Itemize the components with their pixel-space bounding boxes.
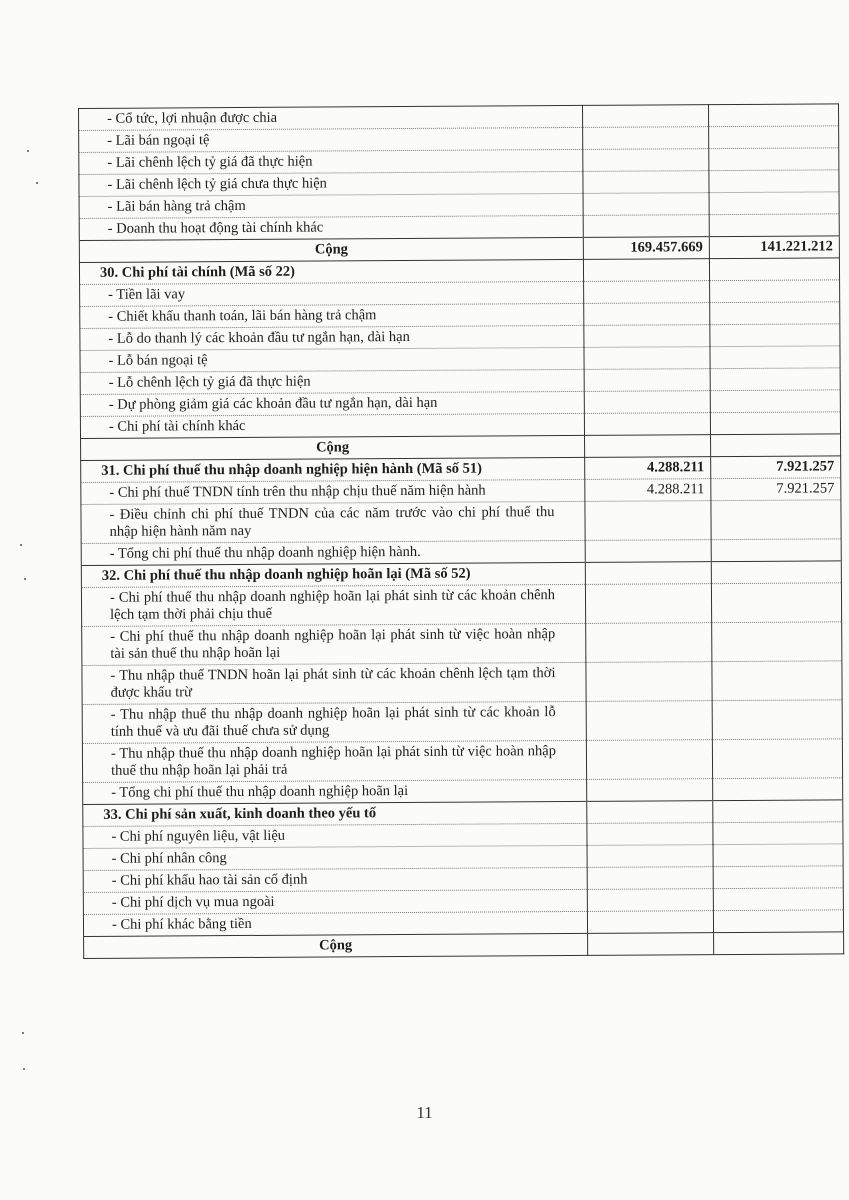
scan-speck xyxy=(36,182,38,184)
row-label: - Doanh thu hoạt động tài chính khác xyxy=(79,215,583,240)
row-current xyxy=(585,501,711,541)
total-previous: 141.221.212 xyxy=(709,236,839,259)
table-row xyxy=(81,583,841,627)
row-label: - Chi phí thuế thu nhập doanh nghiệp hoãn lại phát sinh từ việc hoàn nhập tài sản thuế thu nhập hoãn lại xyxy=(82,623,586,665)
row-label: - Điều chỉnh chi phí thuế TNDN của các năm trước vào chi phí thuế thu nhập hiện hành năm nay xyxy=(81,501,585,543)
row-label: - Chi phí khấu hao tài sản cố định xyxy=(83,867,587,892)
row-label: - Lỗ do thanh lý các khoản đầu tư ngắn hạn, dài hạn xyxy=(80,325,584,350)
row-label: - Thu nhập thuế TNDN hoãn lại phát sinh từ các khoản chênh lệch tạm thời được khấu trừ xyxy=(82,662,586,704)
row-label: - Chi phí thuế thu nhập doanh nghiệp hoãn lại phát sinh từ các khoản chênh lệch tạm thời phải chịu thuế xyxy=(81,584,585,626)
scan-speck xyxy=(24,578,26,580)
notes-table xyxy=(78,103,844,959)
table-row xyxy=(81,500,841,544)
row-label: - Chi phí thuế TNDN tính trên thu nhập chịu thuế năm hiện hành xyxy=(81,479,585,504)
section-31-current: 4.288.211 xyxy=(585,457,711,480)
page-number: 11 xyxy=(416,1103,433,1122)
scan-speck xyxy=(20,544,22,546)
total-current: 169.457.669 xyxy=(583,237,709,260)
row-label: - Lãi chênh lệch tỷ giá chưa thực hiện xyxy=(79,171,583,196)
section-31-previous: 7.921.257 xyxy=(711,456,841,479)
row-previous xyxy=(711,539,841,562)
row-label: - Tiền lãi vay xyxy=(80,281,584,306)
row-label: - Lãi bán ngoại tệ xyxy=(79,127,583,152)
total-row xyxy=(84,932,844,959)
row-label: - Lãi chênh lệch tỷ giá đã thực hiện xyxy=(79,149,583,174)
row-label: - Chi phí tài chính khác xyxy=(80,413,584,438)
financial-notes-table xyxy=(78,103,843,959)
row-label: - Chi phí dịch vụ mua ngoài xyxy=(83,889,587,914)
scan-speck xyxy=(27,150,29,152)
table-row xyxy=(82,661,842,705)
scan-speck xyxy=(22,1032,24,1034)
row-label: - Cổ tức, lợi nhuận được chia xyxy=(79,105,583,130)
total-label: Cộng xyxy=(81,435,585,460)
section-30-title: 30. Chi phí tài chính (Mã số 22) xyxy=(79,259,583,284)
total-label: Cộng xyxy=(79,237,583,262)
row-label: - Dự phòng giảm giá các khoản đầu tư ngắn hạn, dài hạn xyxy=(80,391,584,416)
total-label: Cộng xyxy=(84,933,588,958)
table-row xyxy=(82,739,842,783)
row-label: - Lỗ chênh lệch tỷ giá đã thực hiện xyxy=(80,369,584,394)
row-label: - Lãi bán hàng trả chậm xyxy=(79,193,583,218)
row-current xyxy=(585,540,711,563)
row-label: - Chi phí nguyên liệu, vật liệu xyxy=(83,823,587,848)
row-label: - Lỗ bán ngoại tệ xyxy=(80,347,584,372)
row-label: - Tổng chi phí thuế thu nhập doanh nghiệp hoãn lại xyxy=(83,779,587,804)
section-31-title: 31. Chi phí thuế thu nhập doanh nghiệp hiện hành (Mã số 51) xyxy=(81,457,585,482)
row-label: - Chi phí khác bằng tiền xyxy=(83,911,587,936)
row-label: - Thu nhập thuế thu nhập doanh nghiệp hoãn lại phát sinh từ các khoản lỗ tính thuế và ưu đãi thuế chưa sử dụng xyxy=(82,701,586,743)
table-row xyxy=(82,700,842,744)
table-row xyxy=(82,622,842,666)
section-33-title: 33. Chi phí sản xuất, kinh doanh theo yếu tố xyxy=(83,801,587,826)
row-previous: 7.921.257 xyxy=(711,478,841,501)
row-label: - Chi phí nhân công xyxy=(83,845,587,870)
scan-speck xyxy=(23,1068,25,1070)
row-label: - Chiết khấu thanh toán, lãi bán hàng trả chậm xyxy=(80,303,584,328)
row-label: - Tổng chi phí thuế thu nhập doanh nghiệp hiện hành. xyxy=(81,540,585,565)
row-label: - Thu nhập thuế thu nhập doanh nghiệp hoãn lại phát sinh từ việc hoàn nhập thuế thu nhập hoãn lại phải trả xyxy=(82,740,586,782)
section-32-title: 32. Chi phí thuế thu nhập doanh nghiệp hoãn lại (Mã số 52) xyxy=(81,562,585,587)
row-previous xyxy=(711,500,841,540)
row-current: 4.288.211 xyxy=(585,479,711,502)
